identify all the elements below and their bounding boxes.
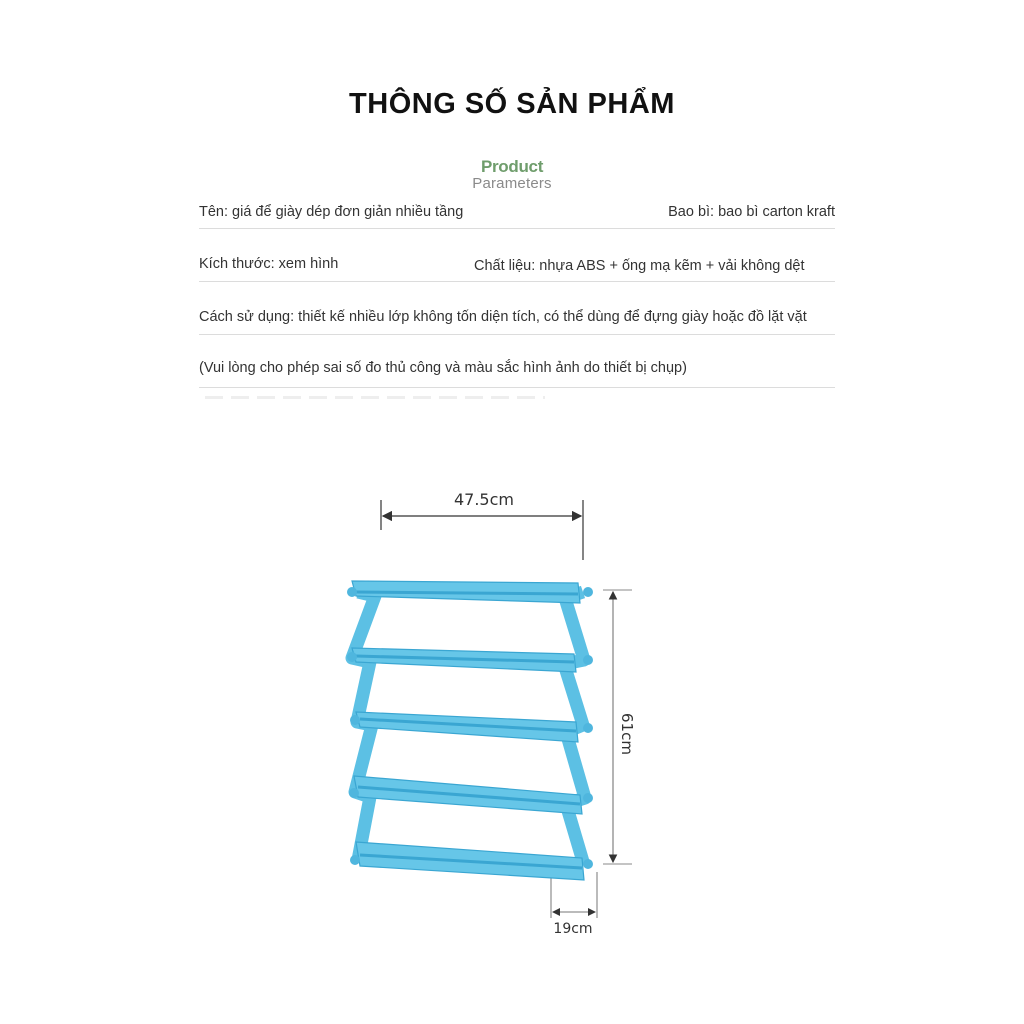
height-label: 61cm: [618, 713, 636, 755]
spec-name: Tên: giá để giày dép đơn giản nhiều tầng: [199, 204, 464, 220]
spec-usage: Cách sử dụng: thiết kế nhiều lớp không tốn diện tích, có thể dùng để đựng giày hoặc đồ lặt vặt: [199, 309, 807, 325]
height-dimension: [603, 590, 636, 864]
spec-packaging: Bao bì: bao bì carton kraft: [668, 204, 835, 220]
shoe-rack-illustration: [347, 581, 593, 880]
width-dimension: [381, 490, 583, 560]
spec-size: Kích thước: xem hình: [199, 256, 339, 272]
page-title: THÔNG SỐ SẢN PHẨM: [349, 88, 675, 120]
depth-label: 19cm: [553, 921, 593, 937]
spec-material: Chất liệu: nhựa ABS + ống mạ kẽm + vải không dệt: [474, 258, 805, 274]
width-label: 47.5cm: [453, 490, 515, 509]
product-parameters-subtitle: Parameters: [472, 175, 552, 192]
product-parameters-logo: Product: [480, 157, 544, 176]
spec-note: (Vui lòng cho phép sai số đo thủ công và màu sắc hình ảnh do thiết bị chụp): [199, 360, 687, 376]
depth-dimension: [551, 872, 597, 937]
